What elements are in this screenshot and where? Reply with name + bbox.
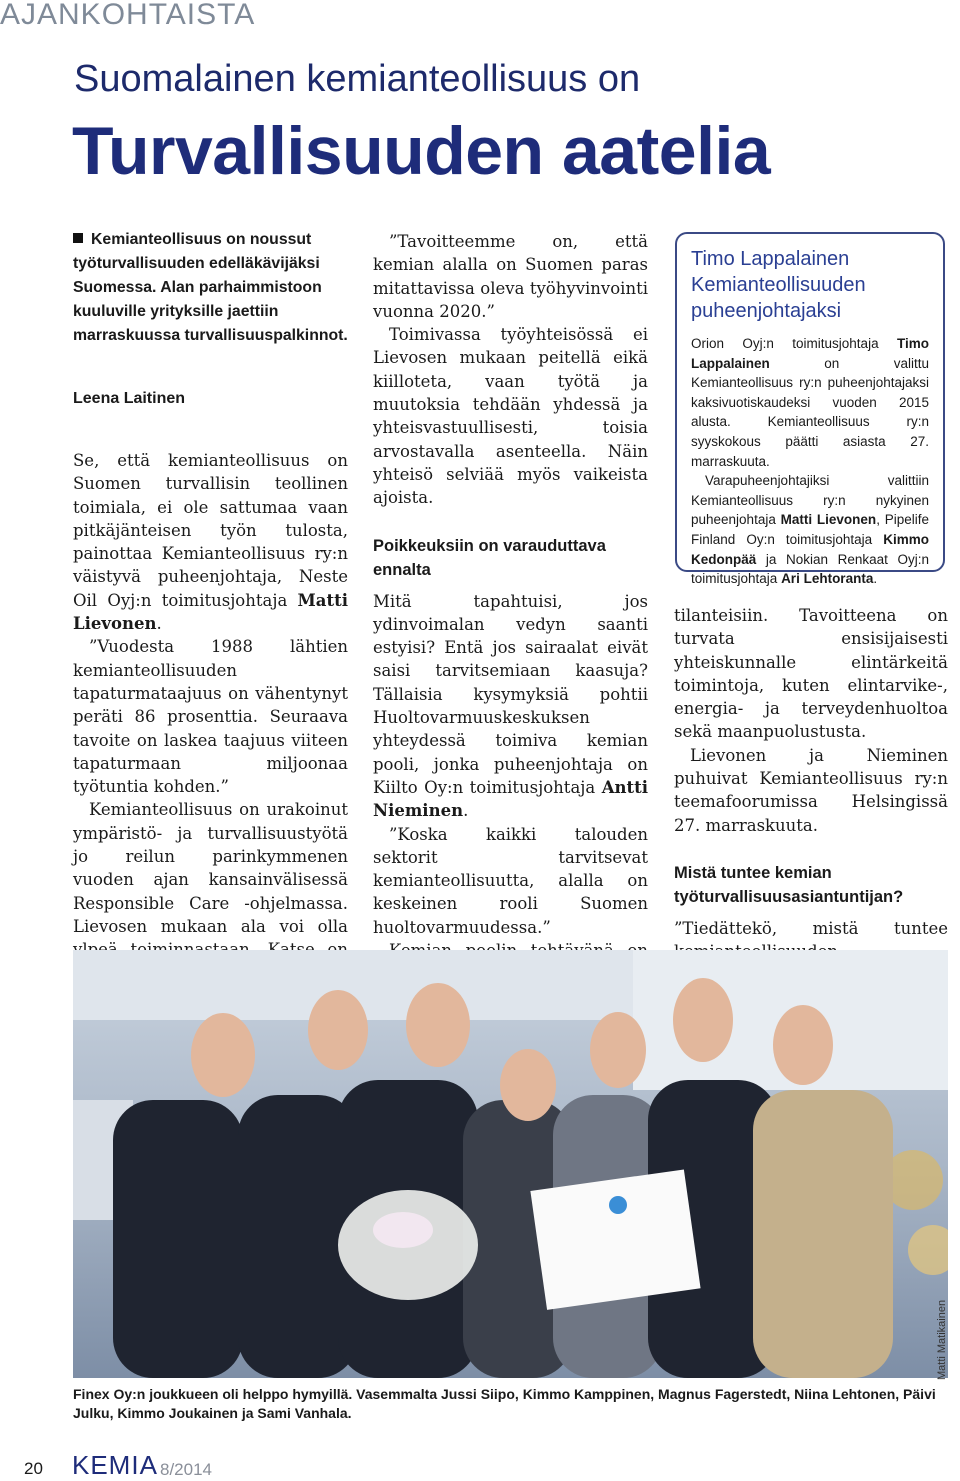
issue-number: 8/2014 <box>160 1460 212 1479</box>
info-p2-name-1: Matti Lievonen <box>780 512 877 528</box>
lead-paragraph <box>73 228 348 348</box>
col2-paragraph-4: ”Koska kaikki talouden sektorit tarvitsevat kemianteollisuutta, alalla on keskeinen rooli Suomen huoltovarmuudessa.” <box>373 824 648 937</box>
info-p1-name: Timo Lappalainen <box>691 336 929 371</box>
col2-p3-text: Mitä tapahtuisi, jos ydinvoimalan vedyn saanti estyisi? Entä jos sairaalat eivät saisi tarvitsemiaan kaasuja? Tällaisia kysymyksiä pohtii Huoltovarmuuskeskuksen yhteydessä toimiva kemian pooli, jonka puheenjohtaja on Kiilto Oy:n toimitusjohtaja <box>373 591 648 797</box>
photo-caption: Finex Oy:n joukkueen oli helppo hymyillä. Vasemmalta Jussi Siipo, Kimmo Kamppinen, Magnus Fagerstedt, Niina Lehtonen, Päivi Julku, Kimmo Joukainen ja Sami Vanhala. <box>73 1386 936 1421</box>
photo-credit-text: Matti Matikainen <box>936 1299 948 1380</box>
author-byline: Leena Laitinen <box>73 390 186 407</box>
group-photo-illustration <box>73 950 948 1378</box>
col3-paragraph-3: ”Tiedättekö, mistä tuntee <box>674 918 948 938</box>
info-p1-b: on valittu Kemianteollisuus ry:n puheenjohtajaksi kaksivuotiskaudeksi vuoden 2015 alusta. Kemianteollisuus ry:n syyskokous päätti asiasta 27. marraskuuta. <box>691 355 929 469</box>
group-photo <box>73 950 948 1378</box>
col2-subheading: Poikkeuksiin on varauduttava ennalta <box>373 536 606 579</box>
col1-p1-text: Se, että kemianteollisuus on Suomen turvallisin teollinen toimiala, ei ole sattumaa vaan pitkäjänteisen työn tulosta, painottaa Kemianteollisuus ry:n väistyvä puheenjohtaja, Neste Oil Oyj:n toimitusjohtaja <box>73 451 348 610</box>
col3-subheading: Mistä tuntee kemian työturvallisuusasiantuntijan? <box>674 863 904 906</box>
article-title: Turvallisuuden aatelia <box>72 113 771 189</box>
info-p2-d: . <box>873 571 878 587</box>
info-p1-a: Orion Oyj:n toimitusjohtaja <box>691 336 879 351</box>
article-supertitle: Suomalainen kemianteollisuus on <box>74 58 641 100</box>
col1-paragraph-3: Kemianteollisuus on urakoinut ympäristö- ja turvallisuustyötä jo reilun parinkymmenen vuoden ajan kansainvälisessä Responsible Care -ohjelmassa. Lievosen mukaan ala voi olla <box>73 800 348 936</box>
info-p2-name-3: Ari Lehtoranta <box>781 571 874 587</box>
magazine-logo: KEMIA <box>72 1450 158 1480</box>
square-bullet-icon <box>73 233 83 243</box>
section-label: AJANKOHTAISTA <box>0 0 256 31</box>
col1-p1-name: Matti Lievonen <box>73 590 349 634</box>
info-box-paragraph-2 <box>691 471 929 589</box>
lead-text: Kemianteollisuus on noussut työturvallisuuden edelläkävijäksi Suomessa. Alan parhaimmistoon kuuluville yrityksille jaettiin marraskuussa turvallisuuspalkinnot. <box>73 231 348 344</box>
info-p2-b: , Pipelife Finland Oy:n toimitusjohtaja <box>691 512 929 547</box>
col2-paragraph-3 <box>373 590 648 823</box>
page-number: 20 <box>24 1459 43 1478</box>
col1-p1-end: . <box>156 614 162 634</box>
col1-paragraph-1 <box>73 449 348 635</box>
column-3 <box>674 604 948 987</box>
col2-paragraph-1: ”Tavoitteemme on, että kemian alalla on Suomen paras mitattavissa oleva työhyvinvointi vuonna 2020.” <box>373 232 648 321</box>
info-p2-c: ja Nokian Renkaat Oyj:n toimitusjohtaja <box>691 551 929 587</box>
info-p2-name-2: Kimmo Kedonpää <box>691 531 929 567</box>
info-p2-a: Varapuheenjohtajiksi valittiin Kemianteollisuus ry:n nykyinen puheenjohtaja <box>691 473 929 528</box>
col1-paragraph-2: ”Vuodesta 1988 lähtien kemianteollisuuden tapaturmataajuus on vähentynyt peräti 86 prosenttia. Seuraava tavoite on laskea taajuus viiteen tapaturmaan miljoonaa työtuntia kohden.” <box>73 637 348 797</box>
col3-paragraph-2: Lievonen ja Nieminen puhuivat Kemianteollisuus ry:n teemafoorumissa Helsingissä 27. marraskuuta. <box>674 745 948 835</box>
col2-p3-end: . <box>463 801 469 821</box>
info-box-title: Timo Lappalainen Kemianteollisuuden puheenjohtajaksi <box>691 248 866 322</box>
info-box <box>675 232 945 587</box>
col3-paragraph-1: tilanteisiin. Tavoitteena on turvata ensisijaisesti yhteiskunnalle elintärkeitä toimintoja, kuten elintarvike-, energia- ja terveydenhuoltoa sekä maanpuolustusta. <box>674 606 948 742</box>
info-box-paragraph-1 <box>691 334 929 471</box>
col2-p3-name: Antti Nieminen <box>373 777 648 821</box>
column-1 <box>73 228 348 1008</box>
col2-paragraph-2: Toimivassa työyhteisössä ei Lievosen mukaan peitellä eikä kiilloteta, vaan työtä ja muutoksia tehdään yhdessä ja yhteisvastuullisesti, toisia arvostavalla asenteella. Näin yhteisö selviää myös vaikeista ajoista. <box>373 325 648 508</box>
photo-credit <box>936 1300 960 1380</box>
